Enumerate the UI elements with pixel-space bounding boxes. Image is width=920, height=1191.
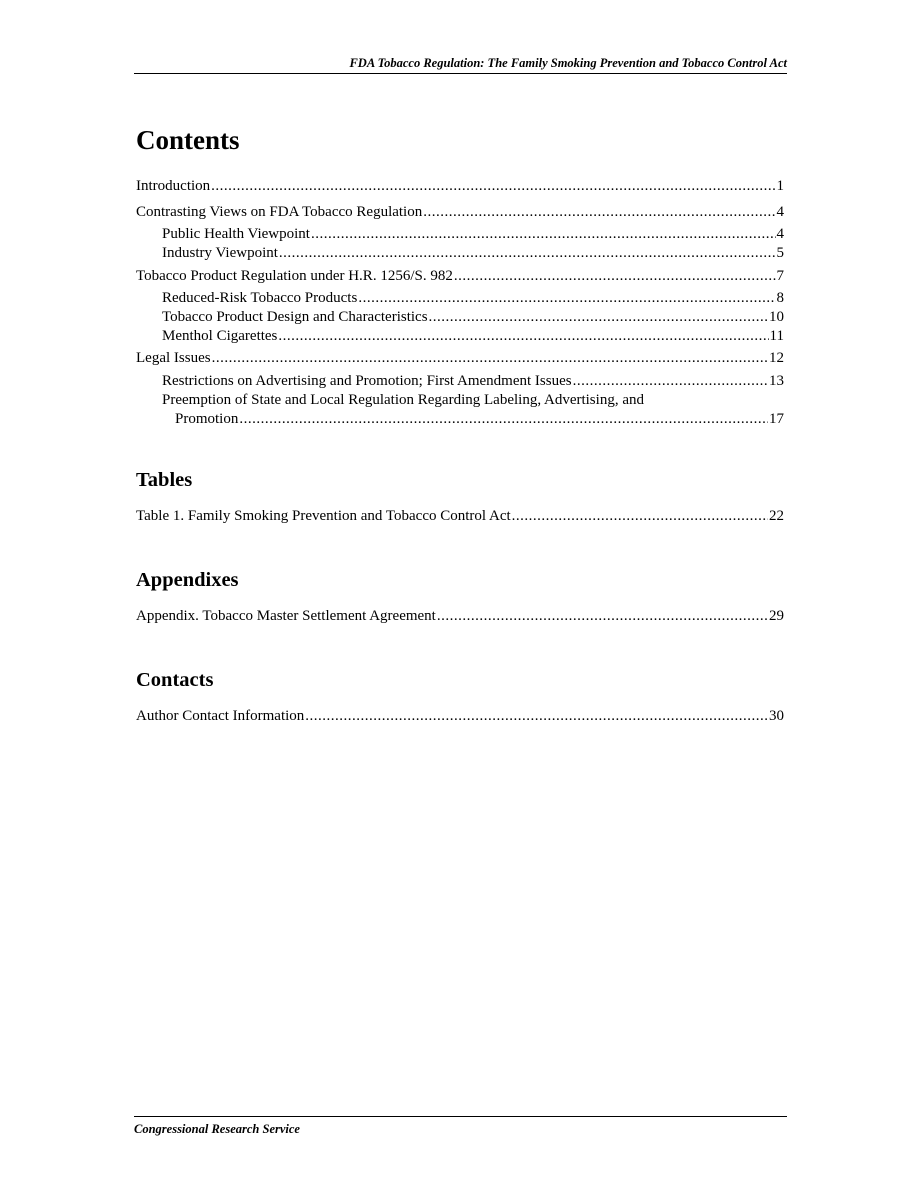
toc-entry-appendix[interactable] — [136, 607, 784, 625]
toc-page-number: 17 — [769, 411, 784, 427]
toc-page-number: 22 — [769, 508, 784, 524]
toc-page-number: 30 — [769, 708, 784, 724]
toc-page-number: 11 — [769, 328, 784, 344]
dot-leader — [305, 707, 768, 725]
toc-entry-text: Tobacco Product Regulation under H.R. 1256/S. 982 — [136, 268, 453, 284]
toc-entry-preemption[interactable] — [175, 410, 784, 428]
dot-leader — [211, 177, 775, 195]
toc-entry-introduction[interactable] — [136, 177, 784, 195]
toc-entry-text: Public Health Viewpoint — [162, 226, 310, 242]
dot-leader — [573, 372, 768, 390]
toc-page-number: 4 — [776, 204, 784, 220]
dot-leader — [212, 349, 768, 367]
tables-heading: Tables — [136, 469, 193, 491]
toc-entry-industry[interactable] — [162, 244, 784, 262]
dot-leader — [423, 203, 775, 221]
toc-entry-text: Promotion — [175, 411, 239, 427]
toc-entry-text: Tobacco Product Design and Characteristics — [162, 309, 428, 325]
dot-leader — [239, 410, 768, 428]
toc-entry-author-contact[interactable] — [136, 707, 784, 725]
page-footer: Congressional Research Service — [134, 1116, 787, 1137]
toc-entry-advertising[interactable] — [162, 372, 784, 390]
dot-leader — [311, 225, 776, 243]
toc-entry-text: Restrictions on Advertising and Promotion; First Amendment Issues — [162, 373, 572, 389]
toc-entry-design[interactable] — [162, 308, 784, 326]
toc-entry-text: Author Contact Information — [136, 708, 305, 724]
toc-entry-text: Industry Viewpoint — [162, 245, 278, 261]
toc-entry-table-1[interactable] — [136, 507, 784, 525]
toc-page-number: 29 — [769, 608, 784, 624]
toc-entry-legal-issues[interactable] — [136, 349, 784, 367]
dot-leader — [429, 308, 768, 326]
toc-entry-public-health[interactable] — [162, 225, 784, 243]
toc-page-number: 8 — [776, 290, 784, 306]
toc-entry-text: Contrasting Views on FDA Tobacco Regulation — [136, 204, 423, 220]
toc-page-number: 13 — [769, 373, 784, 389]
toc-page-number: 4 — [776, 226, 784, 242]
toc-page-number: 7 — [776, 268, 784, 284]
dot-leader — [512, 507, 768, 525]
toc-entry-text: Legal Issues — [136, 350, 211, 366]
dot-leader — [454, 267, 776, 285]
toc-entry-text: Appendix. Tobacco Master Settlement Agreement — [136, 608, 436, 624]
dot-leader — [278, 327, 768, 345]
contents-heading: Contents — [136, 125, 240, 155]
toc-entry-text: Reduced-Risk Tobacco Products — [162, 290, 358, 306]
toc-entry-contrasting-views[interactable] — [136, 203, 784, 221]
toc-entry-reduced-risk[interactable] — [162, 289, 784, 307]
running-header: FDA Tobacco Regulation: The Family Smoking Prevention and Tobacco Control Act — [134, 56, 787, 74]
toc-entry-menthol[interactable] — [162, 327, 784, 345]
dot-leader — [437, 607, 768, 625]
toc-entry-text: Menthol Cigarettes — [162, 328, 278, 344]
toc-entry-text: Table 1. Family Smoking Prevention and Tobacco Control Act — [136, 508, 511, 524]
toc-entry-text: Introduction — [136, 178, 211, 194]
dot-leader — [279, 244, 776, 262]
dot-leader — [358, 289, 775, 307]
toc-entry-preemption-line1[interactable]: Preemption of State and Local Regulation Regarding Labeling, Advertising, and — [162, 392, 644, 408]
toc-page-number: 12 — [769, 350, 784, 366]
toc-page-number: 10 — [769, 309, 784, 325]
contacts-heading: Contacts — [136, 669, 214, 691]
toc-entry-product-regulation[interactable] — [136, 267, 784, 285]
toc-page-number: 1 — [776, 178, 784, 194]
toc-page-number: 5 — [776, 245, 784, 261]
appendixes-heading: Appendixes — [136, 569, 239, 591]
